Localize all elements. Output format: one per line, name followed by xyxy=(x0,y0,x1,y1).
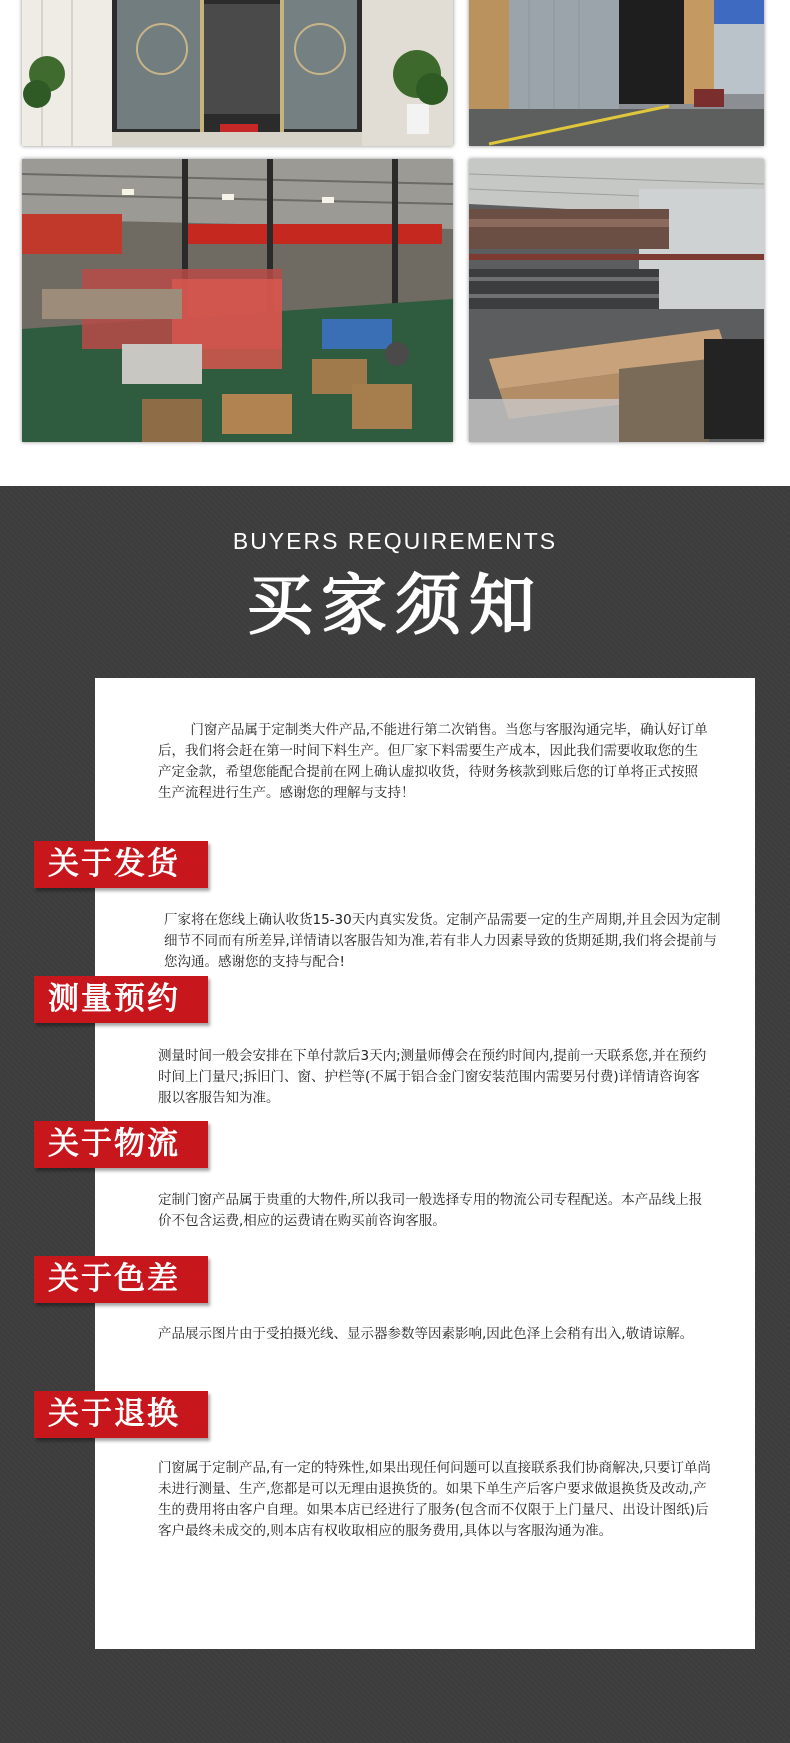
section-title-chinese: 买家须知 xyxy=(247,567,543,644)
heading-color-difference: 关于色差 xyxy=(34,1256,208,1303)
shipping-text: 厂家将在您线上确认收货15-30天内真实发货。定制产品需要一定的生产周期,并且会因为定制细节不同而有所差异,详情请以客服告知为准,若有非人力因素导致的货期延期,我们将会提前与您沟通。感谢您的支持与配合! xyxy=(164,912,721,970)
color-difference-text: 产品展示图片由于受拍摄光线、显示器参数等因素影响,因此色泽上会稍有出入,敬请谅解。 xyxy=(158,1326,694,1342)
photo-profile-storage xyxy=(469,159,764,442)
photo-factory-exterior xyxy=(469,0,764,146)
intro-paragraph: 门窗产品属于定制类大件产品,不能进行第二次销售。当您与客服沟通完毕，确认好订单后，我们将会赶在第一时间下料生产。但厂家下料需要生产成本，因此我们需要收取您的生产定金款，希望您能配合提前在网上确认虚拟收货，待财务核款到账后您的订单将正式按照生产流程进行生产。感谢您的理解与支持！ xyxy=(158,722,708,801)
heading-returns: 关于退换 xyxy=(34,1391,208,1438)
buyers-requirements-section xyxy=(0,486,790,1743)
notice-card xyxy=(48,678,755,1649)
heading-shipping: 关于发货 xyxy=(34,841,208,888)
photo-showroom-entrance xyxy=(22,0,453,146)
heading-logistics: 关于物流 xyxy=(34,1121,208,1168)
measurement-text: 测量时间一般会安排在下单付款后3天内;测量师傅会在预约时间内,提前一天联系您,并在预约时间上门量尺;拆旧门、窗、护栏等(不属于铝合金门窗安装范围内需要另付费)详情请咨询客服以客服告知为准。 xyxy=(158,1048,707,1106)
logistics-text: 定制门窗产品属于贵重的大物件,所以我司一般选择专用的物流公司专程配送。本产品线上报价不包含运费,相应的运费请在购买前咨询客服。 xyxy=(158,1192,703,1229)
heading-measurement: 测量预约 xyxy=(34,976,208,1023)
returns-text: 门窗属于定制产品,有一定的特殊性,如果出现任何问题可以直接联系我们协商解决,只要订单尚未进行测量、生产,您都是可以无理由退换货的。如果下单生产后客户要求做退换货及改动,产生的费用将由客户自理。如果本店已经进行了服务(包含而不仅限于上门量尺、出设计图纸)后客户最终未成交的,则本店有权收取相应的服务费用,具体以与客服沟通为准。 xyxy=(158,1460,711,1539)
section-title-english: BUYERS REQUIREMENTS xyxy=(232,528,558,554)
photo-gallery xyxy=(0,0,790,486)
photo-workshop-interior xyxy=(22,159,453,442)
